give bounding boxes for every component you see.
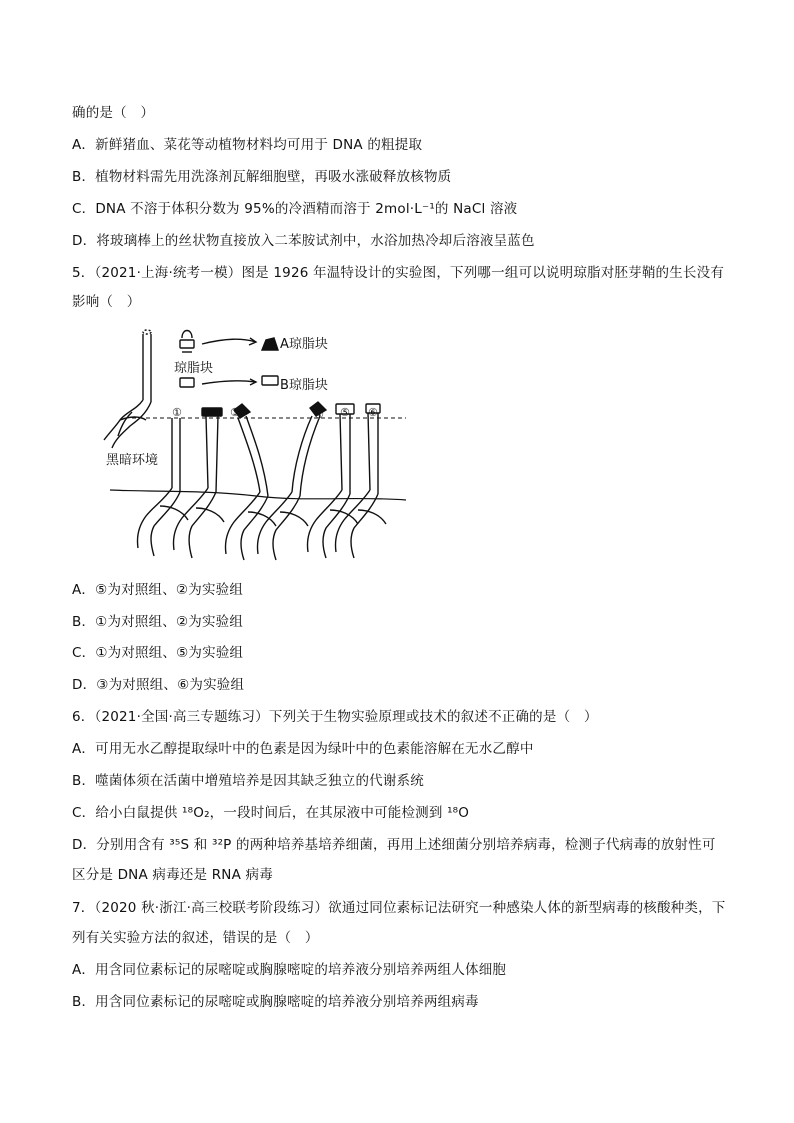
question-5-option-b: B．①为对照组、②为实验组 bbox=[72, 614, 244, 630]
question-4-option-d: D．将玻璃棒上的丝状物直接放入二苯胺试剂中，水浴加热冷却后溶液呈蓝色 bbox=[72, 233, 535, 249]
question-6-option-b: B．噬菌体须在活菌中增殖培养是因其缺乏独立的代谢系统 bbox=[72, 773, 424, 789]
question-6-option-a: A．可用无水乙醇提取绿叶中的色素是因为绿叶中的色素能溶解在无水乙醇中 bbox=[72, 741, 534, 757]
went-experiment-figure bbox=[96, 320, 412, 564]
question-6-option-c: C．给小白鼠提供 ¹⁸O₂，一段时间后，在其尿液中可能检测到 ¹⁸O bbox=[72, 805, 470, 821]
question-7-stem-cont: 列有关实验方法的叙述，错误的是（ ） bbox=[72, 930, 319, 946]
question-7-stem: 7．（2020 秋·浙江·高三校联考阶段练习）欲通过同位素标记法研究一种感染人体的新型病毒的核酸种类，下 bbox=[72, 900, 726, 916]
question-7-option-b: B．用含同位素标记的尿嘧啶或胸腺嘧啶的培养液分别培养两组病毒 bbox=[72, 994, 479, 1010]
dark-environment-label: 黑暗环境 bbox=[106, 453, 159, 468]
question-5-stem: 5．（2021·上海·统考一模）图是 1926 年温特设计的实验图，下列哪一组可以说明琼脂对胚芽鞘的生长没有 bbox=[72, 265, 725, 281]
question-6-option-d: D．分别用含有 ³⁵S 和 ³²P 的两种培养基培养细菌，再用上述细菌分别培养病毒，检测子代病毒的放射性可 bbox=[72, 837, 716, 853]
question-7-option-a: A．用含同位素标记的尿嘧啶或胸腺嘧啶的培养液分别培养两组人体细胞 bbox=[72, 962, 507, 978]
question-4-stem-tail: 确的是（ ） bbox=[72, 105, 155, 121]
seedling-number-6: ⑥ bbox=[368, 406, 378, 419]
agar-a-label: A琼脂块 bbox=[280, 337, 328, 352]
question-4-option-b: B．植物材料需先用洗涤剂瓦解细胞壁，再吸水涨破释放核物质 bbox=[72, 169, 452, 185]
question-6-option-d-cont: 区分是 DNA 病毒还是 RNA 病毒 bbox=[72, 867, 273, 883]
seedling-number-1: ① bbox=[172, 406, 182, 419]
question-5-stem-cont: 影响（ ） bbox=[72, 294, 141, 310]
question-6-stem: 6．（2021·全国·高三专题练习）下列关于生物实验原理或技术的叙述不正确的是（ ） bbox=[72, 709, 598, 725]
question-5-option-d: D．③为对照组、⑥为实验组 bbox=[72, 677, 245, 693]
seedling-number-5: ⑤ bbox=[340, 406, 350, 419]
question-4-option-c: C．DNA 不溶于体积分数为 95%的冷酒精而溶于 2mol·L⁻¹的 NaCl 溶液 bbox=[72, 201, 518, 217]
question-4-option-a: A．新鲜猪血、菜花等动植物材料均可用于 DNA 的粗提取 bbox=[72, 137, 423, 153]
agar-b-label: B琼脂块 bbox=[280, 378, 328, 393]
seedling-number-3: ③ bbox=[230, 406, 240, 419]
question-5-option-a: A．⑤为对照组、②为实验组 bbox=[72, 582, 244, 598]
agar-label: 琼脂块 bbox=[174, 361, 214, 376]
seedling-number-4: ④ bbox=[314, 408, 324, 421]
seedling-number-2: ② bbox=[206, 406, 216, 419]
question-5-option-c: C．①为对照组、⑤为实验组 bbox=[72, 645, 244, 661]
